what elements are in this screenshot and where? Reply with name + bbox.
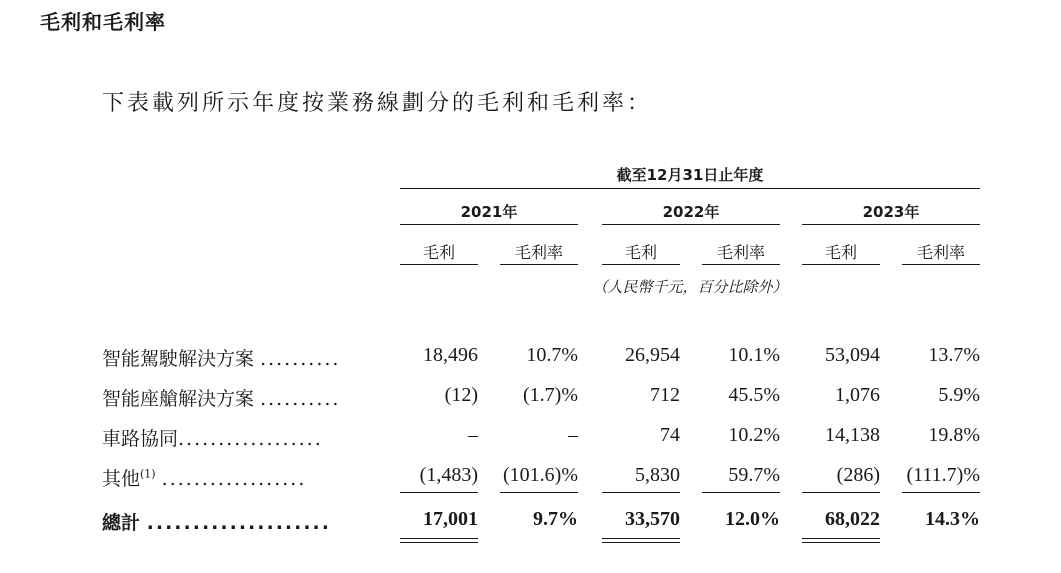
subtotal-rule: [802, 492, 880, 493]
cell-value: (101.6)%: [503, 464, 578, 486]
col-header-gp-2021: 毛利: [422, 243, 455, 262]
sub-rule: [702, 264, 780, 265]
total-value: 33,570: [625, 508, 680, 530]
subtotal-rule: [500, 492, 578, 493]
row-label: 車路協同..................: [102, 428, 323, 450]
sub-rule: [802, 264, 880, 265]
subtotal-rule: [902, 492, 980, 493]
col-header-gp-2023: 毛利: [824, 243, 857, 262]
cell-value: 18,496: [423, 344, 478, 366]
total-value: 17,001: [423, 508, 478, 530]
sub-rule: [602, 264, 680, 265]
cell-value: 10.2%: [728, 424, 780, 446]
sub-rule: [902, 264, 980, 265]
cell-value: (286): [836, 464, 880, 486]
sub-rule: [400, 264, 478, 265]
col-header-gm-2023: 毛利率: [916, 243, 965, 262]
row-label: 其他$^{(1)}$ ..................: [102, 467, 307, 490]
cell-value: 10.7%: [526, 344, 578, 366]
total-value: 12.0%: [725, 508, 780, 530]
row-label: 智能駕駛解決方案 ..........: [102, 348, 341, 370]
subtotal-rule: [602, 492, 680, 493]
cell-value: –: [568, 424, 578, 446]
col-header-gm-2021: 毛利率: [514, 243, 563, 262]
total-double-rule: [802, 542, 880, 543]
year-rule-2021: [400, 224, 578, 225]
year-header-2023: 2023年: [862, 203, 920, 221]
cell-value: 19.8%: [928, 424, 980, 446]
total-double-rule: [400, 538, 478, 539]
cell-value: 5.9%: [938, 384, 980, 406]
cell-value: 10.1%: [728, 344, 780, 366]
total-double-rule: [400, 542, 478, 543]
footnote-marker: (1): [140, 467, 156, 481]
cell-value: (12): [444, 384, 478, 406]
cell-value: (1,483): [419, 464, 478, 486]
total-label: 總計 ....................: [102, 512, 331, 534]
period-header-rule: [400, 188, 980, 189]
cell-value: 59.7%: [728, 464, 780, 486]
total-double-rule: [802, 538, 880, 539]
col-header-gp-2022: 毛利: [624, 243, 657, 262]
cell-value: 14,138: [825, 424, 880, 446]
col-header-gm-2022: 毛利率: [716, 243, 765, 262]
total-double-rule: [602, 538, 680, 539]
cell-value: 5,830: [635, 464, 680, 486]
cell-value: 74: [660, 424, 680, 446]
year-rule-2023: [802, 224, 980, 225]
intro-text: 下表載列所示年度按業務線劃分的毛利和毛利率：: [102, 91, 653, 116]
total-value: 68,022: [825, 508, 880, 530]
total-value: 9.7%: [533, 508, 578, 530]
year-rule-2022: [602, 224, 780, 225]
cell-value: (111.7)%: [906, 464, 980, 486]
subtotal-rule: [702, 492, 780, 493]
cell-value: (1.7)%: [523, 384, 578, 406]
total-value: 14.3%: [925, 508, 980, 530]
unit-note: （人民幣千元，百分比除外）: [592, 278, 788, 296]
cell-value: 712: [650, 384, 680, 406]
cell-value: 1,076: [835, 384, 880, 406]
period-header: 截至12月31日止年度: [616, 166, 764, 184]
cell-value: 26,954: [625, 344, 680, 366]
total-double-rule: [602, 542, 680, 543]
subtotal-rule: [400, 492, 478, 493]
cell-value: 53,094: [825, 344, 880, 366]
cell-value: –: [468, 424, 478, 446]
sub-rule: [500, 264, 578, 265]
section-title: 毛利和毛利率: [40, 10, 166, 34]
year-header-2022: 2022年: [662, 203, 720, 221]
cell-value: 45.5%: [728, 384, 780, 406]
year-header-2021: 2021年: [460, 203, 518, 221]
row-label: 智能座艙解決方案 ..........: [102, 388, 341, 410]
cell-value: 13.7%: [928, 344, 980, 366]
